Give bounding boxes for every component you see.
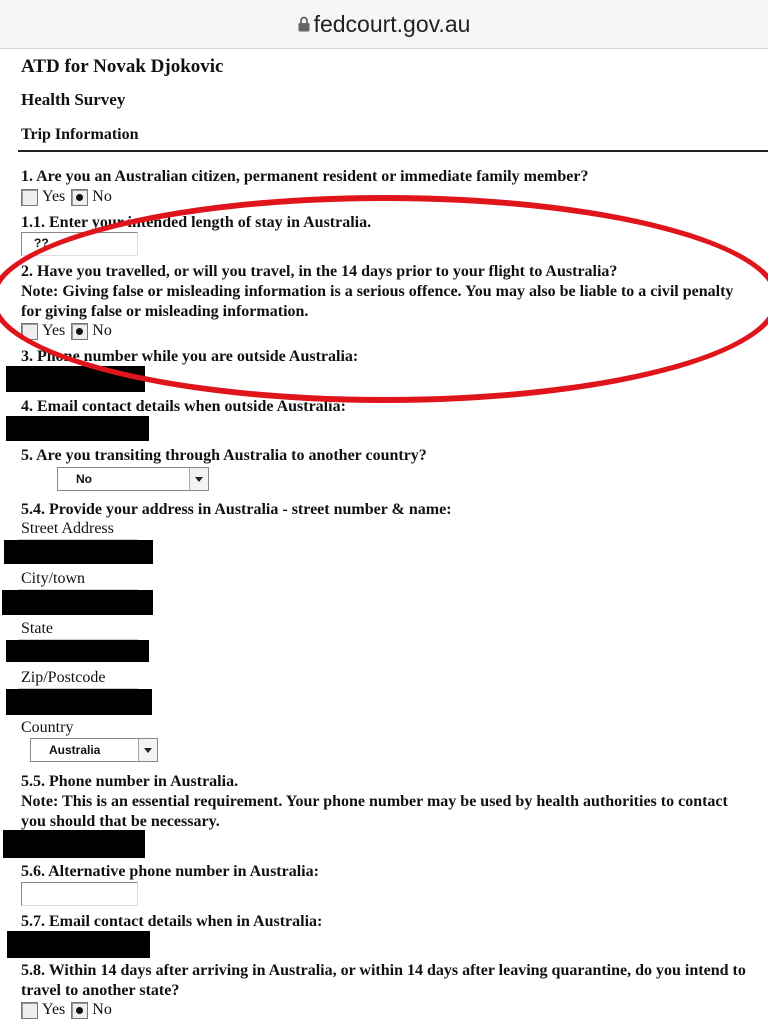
- question-1-1: 1.1. Enter your intended length of stay in Australia.: [21, 214, 372, 231]
- country-label: Country: [21, 719, 74, 736]
- city-label: City/town: [21, 570, 86, 587]
- question-5: 5. Are you transiting through Australia to another country?: [21, 447, 427, 464]
- redacted-zip: [6, 689, 152, 715]
- q5-8-no-radio[interactable]: [71, 1002, 88, 1019]
- q1-yes-radio[interactable]: [21, 189, 38, 206]
- zip-label: Zip/Postcode: [21, 669, 106, 686]
- alt-phone-input[interactable]: [21, 882, 138, 906]
- question-5-5-text: 5.5. Phone number in Australia.: [21, 773, 239, 790]
- q5-8-yes-radio[interactable]: [21, 1002, 38, 1019]
- country-select[interactable]: [30, 738, 158, 762]
- state-label: State: [21, 620, 53, 637]
- page-title: ATD for Novak Djokovic: [21, 56, 224, 77]
- red-highlight-ellipse: [0, 195, 768, 403]
- transiting-select[interactable]: [57, 467, 209, 491]
- redacted-city: [2, 590, 153, 615]
- redacted-email-outside: [6, 416, 149, 441]
- lock-icon: [298, 16, 310, 32]
- question-5-5: [21, 772, 756, 832]
- redacted-email-australia: [7, 931, 150, 958]
- q2-yes-label: Yes: [42, 322, 66, 339]
- q5-8-radio-group: [21, 1001, 118, 1019]
- q1-no-radio[interactable]: [71, 189, 88, 206]
- q1-yes-label: Yes: [42, 188, 66, 205]
- chevron-down-icon: [189, 468, 208, 490]
- redacted-phone-australia: [3, 830, 145, 858]
- question-5-7: 5.7. Email contact details when in Australia:: [21, 913, 323, 930]
- question-5-4: 5.4. Provide your address in Australia - street number & name:: [21, 501, 452, 518]
- street-address-label: Street Address: [21, 520, 114, 537]
- question-5-6: 5.6. Alternative phone number in Australia:: [21, 863, 319, 880]
- question-2-text: 2. Have you travelled, or will you travel, in the 14 days prior to your flight to Australia?: [21, 263, 618, 280]
- question-5-8: 5.8. Within 14 days after arriving in Australia, or within 14 days after leaving quarantine, do you intend to travel to another state?: [21, 962, 746, 999]
- question-1: 1. Are you an Australian citizen, permanent resident or immediate family member?: [21, 168, 589, 185]
- section-divider: [18, 150, 768, 152]
- question-4: 4. Email contact details when outside Australia:: [21, 398, 346, 415]
- question-2-note: Note: Giving false or misleading information is a serious offence. You may also be liable to a civil penalty for giving false or misleading information.: [21, 283, 734, 320]
- survey-heading: Health Survey: [21, 90, 126, 109]
- url-text: fedcourt.gov.au: [313, 10, 471, 37]
- redacted-state: [6, 640, 149, 662]
- q1-radio-group: [21, 188, 118, 206]
- browser-url-bar[interactable]: [0, 0, 768, 49]
- q5-8-yes-label: Yes: [42, 1001, 66, 1018]
- length-of-stay-value: ??: [34, 236, 49, 250]
- chevron-down-icon: [138, 739, 157, 761]
- section-heading: Trip Information: [21, 126, 139, 143]
- question-5-5-note: Note: This is an essential requirement. Your phone number may be used by health authorities to contact you should that be necessary.: [21, 793, 728, 830]
- q1-no-label: No: [92, 188, 112, 205]
- q2-no-label: No: [92, 322, 112, 339]
- transiting-select-value: No: [76, 472, 92, 486]
- q5-8-no-label: No: [92, 1001, 112, 1018]
- survey-page: [0, 48, 768, 1024]
- redacted-street-address: [4, 540, 153, 564]
- question-3: 3. Phone number while you are outside Australia:: [21, 348, 359, 365]
- country-select-value: Australia: [49, 743, 101, 757]
